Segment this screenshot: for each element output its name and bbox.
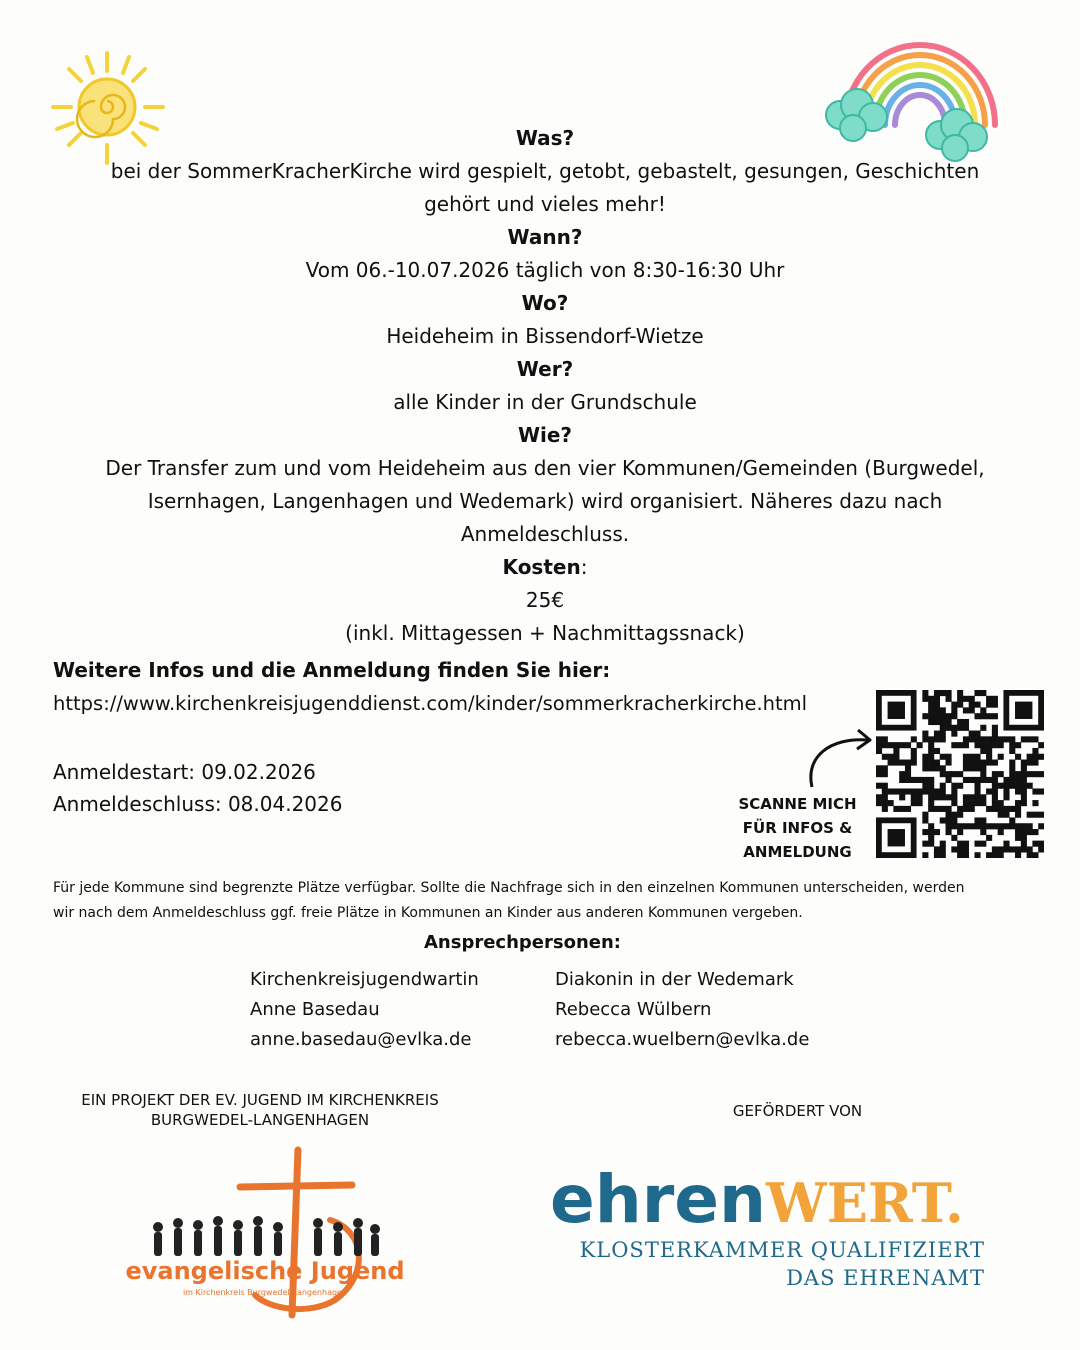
- ehrenwert-sub-2: DAS EHRENAMT: [786, 1266, 985, 1290]
- wie-heading: Wie?: [517, 423, 573, 447]
- contact-left-email[interactable]: anne.basedau@evlka.de: [250, 1029, 472, 1050]
- contact-right: [555, 965, 809, 1055]
- availability-notice: [53, 876, 1053, 926]
- ej-logo-text: evangelische Jugend: [125, 1257, 405, 1285]
- registration-end: Anmeldeschluss: 08.04.2026: [53, 792, 343, 816]
- kosten-value: 25€: [525, 588, 565, 612]
- contact-right-name: Rebecca Wülbern: [555, 999, 712, 1020]
- qr-caption: [725, 792, 870, 864]
- notice-line-1: Für jede Kommune sind begrenzte Plätze verfügbar. Sollte die Nachfrage sich in den einzelnen Kommunen unterscheiden, werden: [53, 880, 965, 896]
- registration-start: Anmeldestart: 09.02.2026: [53, 760, 316, 784]
- ej-logo-sub: im Kirchenkreis Burgwedel-Langenhagen: [182, 1288, 348, 1297]
- ej-cross-icon: [120, 1145, 410, 1325]
- wo-heading: Wo?: [521, 291, 569, 315]
- ehren-part: ehren: [550, 1161, 767, 1238]
- registration-heading: Weitere Infos und die Anmeldung finden Sie hier:: [53, 658, 611, 682]
- kosten-colon: :: [580, 555, 588, 579]
- kosten-label: Kosten: [502, 555, 581, 579]
- kosten-heading: [40, 551, 1050, 584]
- was-text-2: gehört und vieles mehr!: [424, 192, 666, 216]
- qr-finder-pattern: [1003, 690, 1044, 731]
- ehrenwert-logo: [550, 1160, 1010, 1290]
- was-text-1: bei der SommerKracherKirche wird gespielt, getobt, gebastelt, gesungen, Geschichten: [110, 159, 980, 183]
- contact-right-email[interactable]: rebecca.wuelbern@evlka.de: [555, 1029, 810, 1050]
- wert-part: WERT.: [766, 1171, 964, 1235]
- wie-text-1: Der Transfer zum und vom Heideheim aus den vier Kommunen/Gemeinden (Burgwedel,: [105, 456, 985, 480]
- project-line-1: EIN PROJEKT DER EV. JUGEND IM KIRCHENKREIS: [81, 1091, 439, 1109]
- was-heading: Was?: [515, 126, 575, 150]
- curved-arrow-icon: [800, 722, 880, 792]
- project-line-2: BURGWEDEL-LANGENHAGEN: [150, 1111, 370, 1129]
- qr-caption-line-2: FÜR INFOS &: [742, 819, 853, 837]
- wie-text-2: Isernhagen, Langenhagen und Wedemark) wird organisiert. Näheres dazu nach: [147, 489, 943, 513]
- qr-finder-pattern: [876, 817, 917, 858]
- qr-caption-line-3: ANMELDUNG: [743, 843, 852, 861]
- kosten-note: (inkl. Mittagessen + Nachmittagssnack): [345, 621, 745, 645]
- funded-by: GEFÖRDERT VON: [732, 1102, 863, 1120]
- contact-left: [250, 965, 479, 1055]
- project-credit: [40, 1090, 480, 1130]
- contact-left-role: Kirchenkreisjugendwartin: [250, 969, 479, 990]
- qr-finder-pattern: [876, 690, 917, 731]
- wo-text: Heideheim in Bissendorf-Wietze: [386, 324, 704, 348]
- wer-text: alle Kinder in der Grundschule: [393, 390, 697, 414]
- contact-right-role: Diakonin in der Wedemark: [555, 969, 794, 990]
- qr-code[interactable]: [876, 690, 1044, 858]
- contacts-heading: Ansprechpersonen:: [424, 932, 621, 953]
- ehrenwert-sub-1: KLOSTERKAMMER QUALIFIZIERT: [579, 1238, 985, 1262]
- ej-logo: [120, 1145, 410, 1325]
- wer-heading: Wer?: [516, 357, 574, 381]
- wie-text-3: Anmeldeschluss.: [460, 522, 630, 546]
- wann-heading: Wann?: [507, 225, 583, 249]
- contact-left-name: Anne Basedau: [250, 999, 380, 1020]
- wann-text: Vom 06.-10.07.2026 täglich von 8:30-16:30 Uhr: [305, 258, 785, 282]
- qr-caption-line-1: SCANNE MICH: [738, 795, 857, 813]
- registration-url[interactable]: https://www.kirchenkreisjugenddienst.com/kinder/sommerkracherkirche.html: [53, 692, 808, 715]
- event-info: [40, 122, 1050, 650]
- notice-line-2: wir nach dem Anmeldeschluss ggf. freie Plätze in Kommunen an Kinder aus anderen Kommunen vergeben.: [53, 905, 803, 921]
